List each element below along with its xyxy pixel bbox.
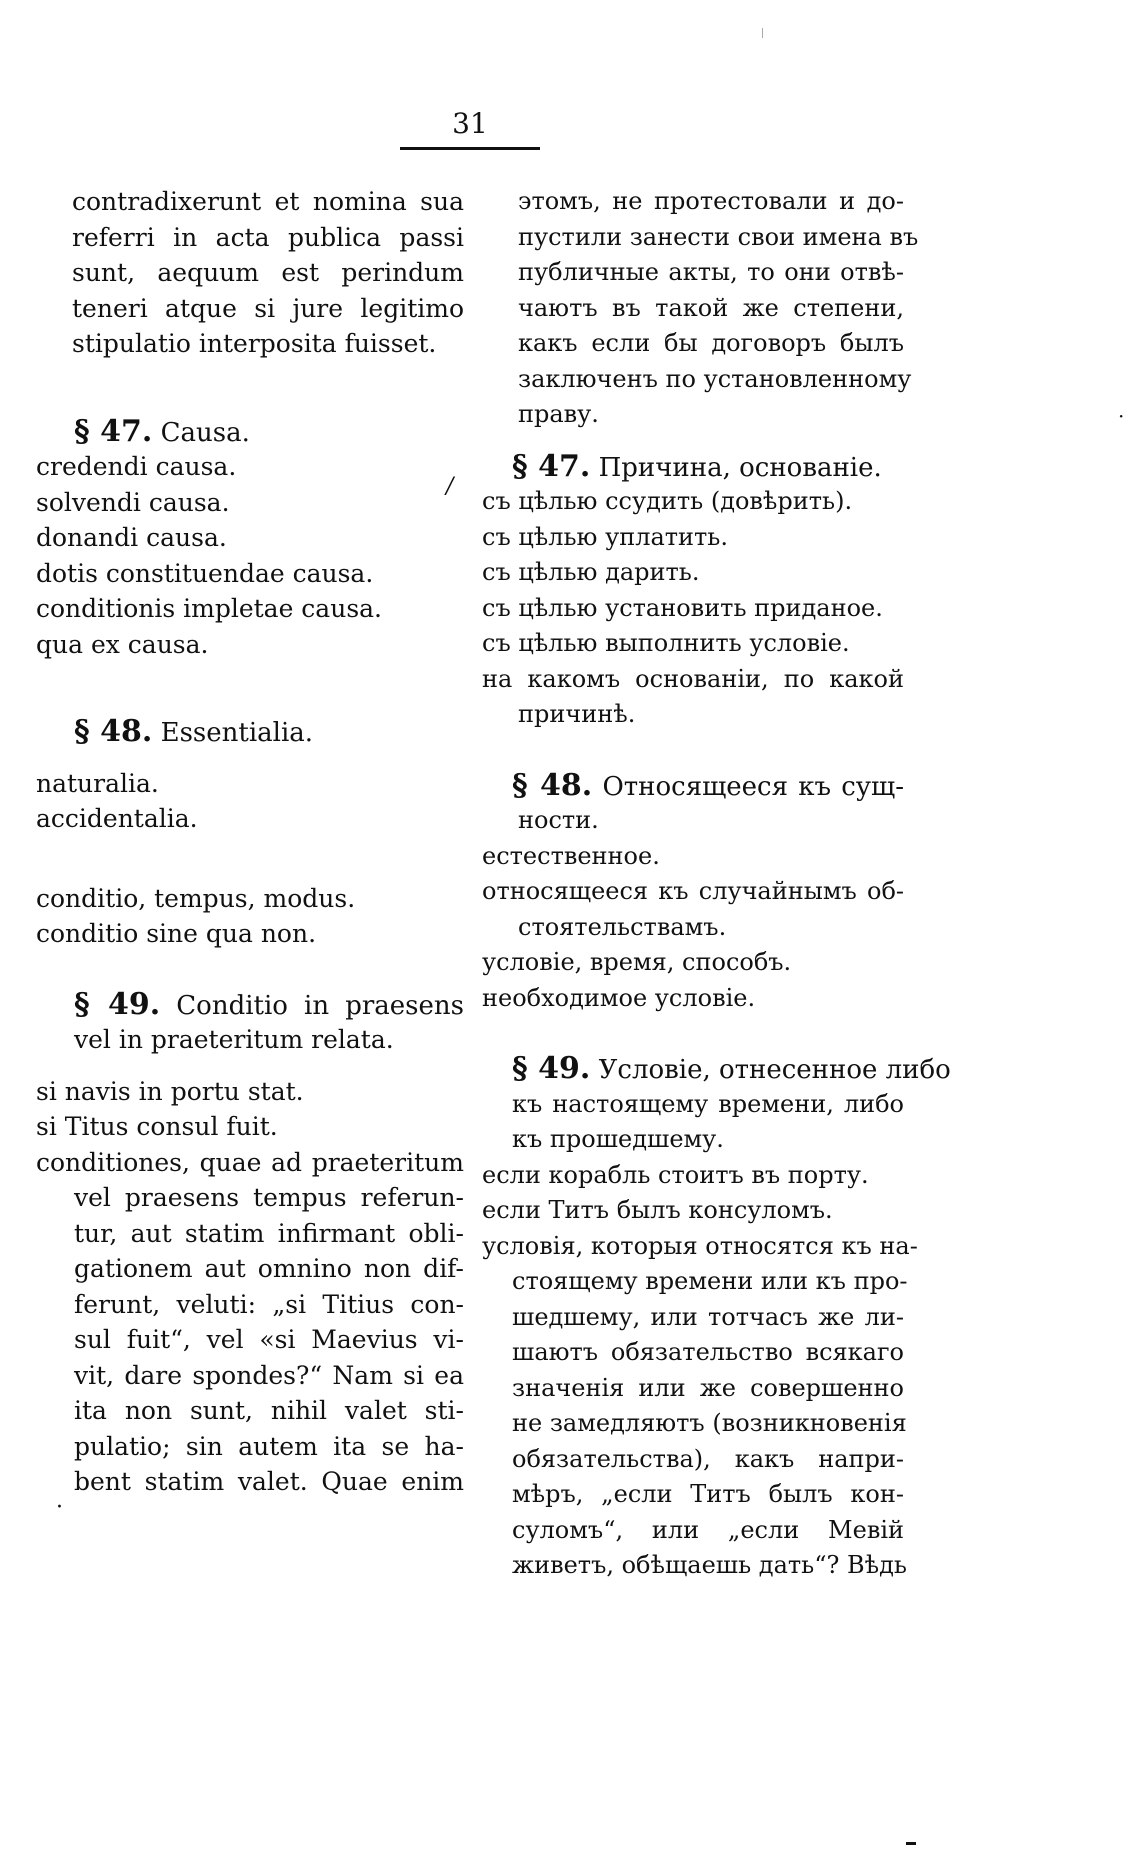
paragraph-line: обязательства), какъ напри- (512, 1444, 904, 1473)
ink-mark: / (446, 474, 454, 499)
list-item: съ цѣлью дарить. (482, 558, 700, 586)
ink-dot: · (56, 1495, 63, 1520)
russian-column (482, 184, 951, 1584)
list-item-cont: причинѣ. (518, 700, 636, 728)
text-line: stipulatio interposita fuisset. (72, 329, 437, 358)
section-heading (482, 449, 904, 485)
page-number-rule (400, 147, 540, 150)
section-title-cont: vel in praeteritum relata. (74, 1025, 394, 1054)
section-heading (482, 768, 904, 804)
list-item: credendi causa. (36, 452, 237, 481)
section-title: Conditio in praesens (176, 990, 464, 1021)
list-item: si Titus consul fuit. (36, 1112, 278, 1141)
section-number: § 49. (512, 1051, 591, 1086)
list-item: conditio sine qua non. (36, 919, 317, 948)
paragraph-line: мѣръ, „если Титъ былъ кон- (512, 1480, 904, 1508)
list-item: если корабль стоитъ въ порту. (482, 1160, 869, 1189)
text-line: какъ если бы договоръ былъ (518, 329, 904, 357)
section-number: § 47. (74, 413, 153, 449)
ink-dot: · (1118, 404, 1125, 428)
paragraph-line: sul fuit“, vel «si Maevius vi- (74, 1325, 464, 1354)
section-title: Essentialia. (160, 718, 314, 748)
section-heading (36, 414, 464, 450)
section-heading (36, 714, 464, 750)
list-item: съ цѣлью ссудить (довѣрить). (482, 487, 853, 515)
list-item: условіе, время, способъ. (482, 948, 792, 976)
paragraph-line: значенія или же совершенно (512, 1373, 904, 1402)
text-line: teneri atque si jure legitimo (72, 293, 464, 323)
section-number: § 47. (512, 448, 591, 484)
text-line: referri in acta publica passi (72, 222, 464, 252)
list-item: donandi causa. (36, 523, 227, 552)
section-title: Относящееся къ сущ- (602, 771, 905, 802)
list-item: съ цѣлью выполнить условіе. (482, 629, 850, 657)
scan-mark (762, 28, 763, 38)
paragraph-line: условія, которыя относятся къ на- (482, 1231, 918, 1260)
paragraph-line: tur, aut statim infirmant obli- (74, 1218, 464, 1248)
page-number: 31 (452, 107, 488, 140)
paragraph-line: vit, dare spondes?“ Nam si ea (74, 1360, 464, 1390)
list-item: qua ex causa. (36, 629, 209, 659)
section-number: § 49. (74, 986, 161, 1022)
section-title-cont: ности. (518, 806, 599, 834)
section-number: § 48. (512, 767, 593, 803)
text-line: праву. (518, 400, 599, 428)
paragraph-line: bent statim valet. Quae enim (74, 1467, 464, 1496)
paragraph-line: vel praesens tempus referun- (74, 1183, 464, 1212)
list-item: conditio, tempus, modus. (36, 883, 356, 913)
paragraph-line: ita non sunt, nihil valet sti- (74, 1396, 464, 1425)
section-title: Причина, основаніе. (598, 452, 882, 483)
paragraph-line: не замедляютъ (возникновенія (512, 1409, 907, 1437)
paragraph-line: стоящему времени или къ про- (512, 1267, 908, 1295)
paragraph-line: gationem aut omnino non dif- (74, 1254, 464, 1283)
list-item: naturalia. (36, 768, 159, 798)
paragraph-line: живетъ, обѣщаешь дать“? Вѣдь (512, 1551, 907, 1579)
list-item: съ цѣлью уплатить. (482, 522, 728, 551)
text-line: заключенъ по установленному (518, 364, 912, 393)
section-number: § 48. (74, 714, 153, 749)
latin-column (36, 184, 464, 1500)
section-title-cont: къ настоящему времени, либо (512, 1089, 904, 1118)
text-line: этомъ, не протестовали и до- (518, 187, 904, 215)
list-item: dotis constituendae causa. (36, 558, 374, 588)
paragraph-line: ferunt, veluti: „si Titius con- (74, 1289, 464, 1319)
paragraph-line: суломъ“, или „если Мевій (512, 1515, 904, 1544)
paragraph-line: шедшему, или тотчасъ же ли- (512, 1302, 904, 1331)
text-line: публичные акты, то они отвѣ- (518, 258, 904, 286)
list-item: conditionis impletae causa. (36, 594, 382, 623)
text-line: contradixerunt et nomina sua (72, 187, 464, 216)
text-line: пустили занести свои имена въ (518, 222, 919, 251)
list-item: необходимое условіе. (482, 983, 756, 1012)
text-line: sunt, aequum est perindum (72, 258, 464, 287)
section-heading (36, 987, 464, 1023)
list-item: съ цѣлью установить приданое. (482, 593, 883, 622)
paragraph-line: conditiones, quae ad praeteritum (36, 1147, 464, 1177)
list-item-cont: стоятельствамъ. (518, 912, 727, 941)
list-item: solvendi causa. (36, 487, 230, 517)
list-item: относящееся къ случайнымъ об- (482, 877, 904, 905)
paragraph-line: шаютъ обязательство всякаго (512, 1338, 904, 1366)
section-heading (482, 1051, 951, 1087)
section-title-cont: къ прошедшему. (512, 1125, 724, 1153)
ink-dash (906, 1842, 916, 1845)
list-item: si navis in portu stat. (36, 1076, 304, 1106)
list-item: если Титъ былъ консуломъ. (482, 1196, 833, 1224)
text-line: чаютъ въ такой же степени, (518, 293, 904, 322)
section-title: Условіе, отнесенное либо (598, 1055, 951, 1085)
list-item: естественное. (482, 841, 660, 870)
list-item: accidentalia. (36, 804, 198, 833)
list-item: на какомъ основаніи, по какой (482, 664, 904, 693)
section-title: Causa. (160, 417, 250, 448)
paragraph-line: pulatio; sin autem ita se ha- (74, 1431, 464, 1461)
